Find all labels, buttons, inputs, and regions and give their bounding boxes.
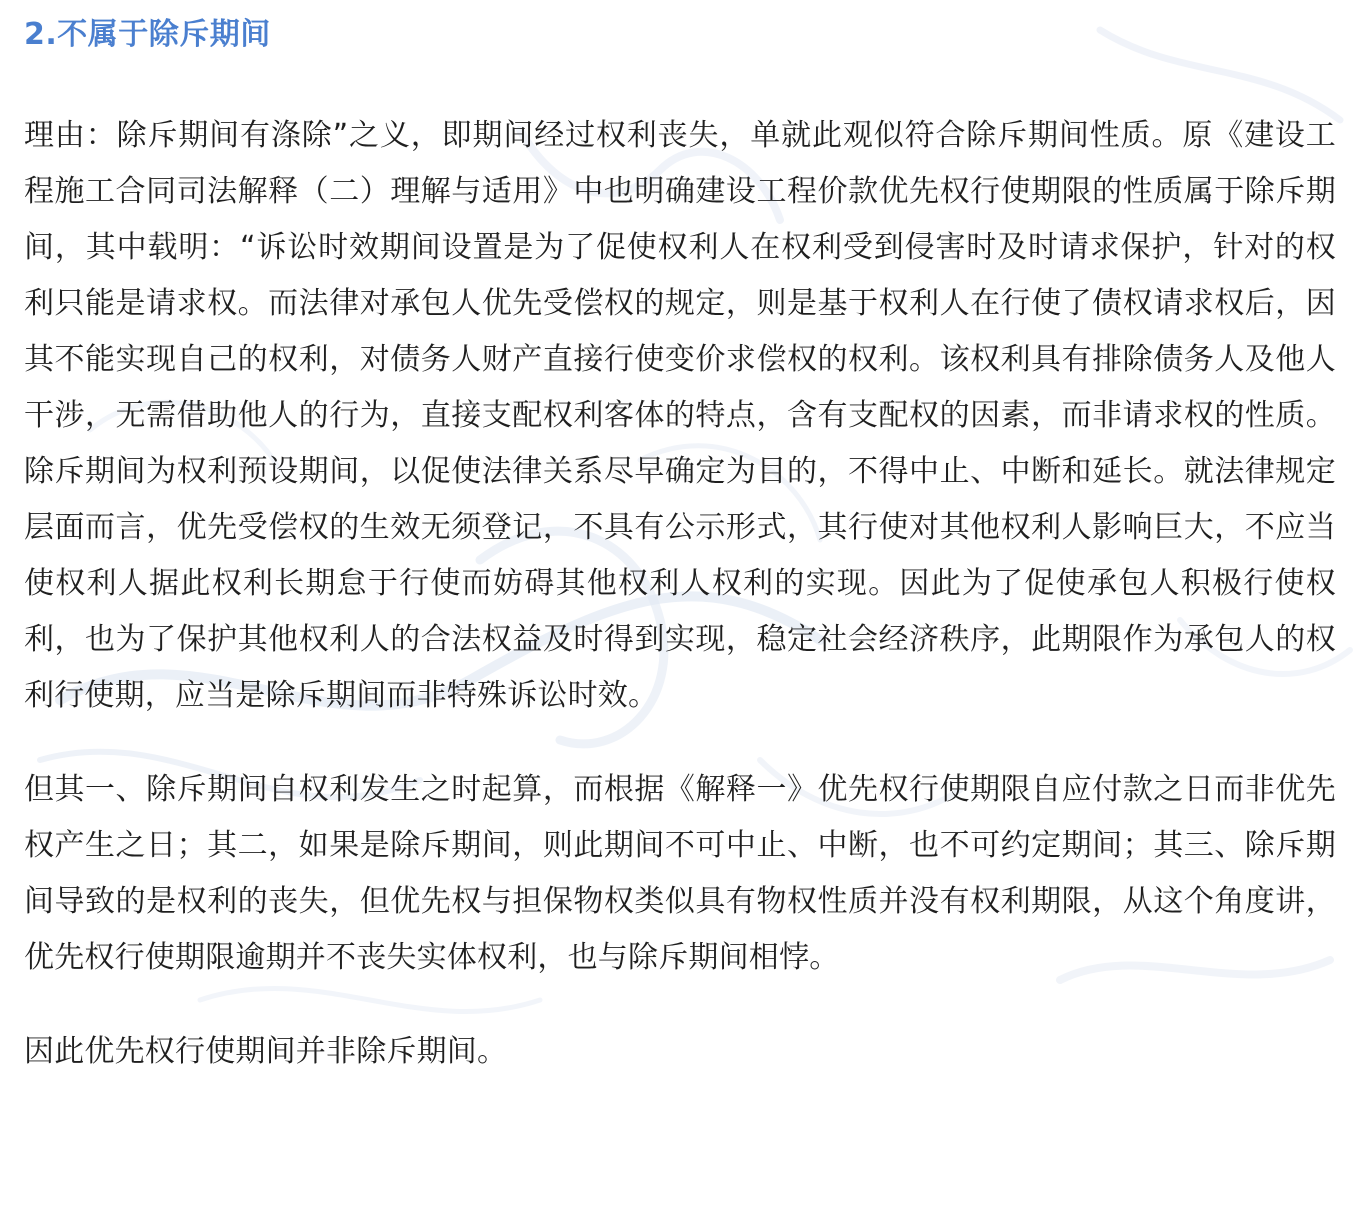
paragraph-counterargument: 但其一、除斥期间自权利发生之时起算，而根据《解释一》优先权行使期限自应付款之日而非优先权产生之日；其二，如果是除斥期间，则此期间不可中止、中断，也不可约定期间；其三、除斥期间导致的是权利的丧失，但优先权与担保物权类似具有物权性质并没有权利期限，从这个角度讲，优先权行使期限逾期并不丧失实体权利，也与除斥期间相悖。 [24,772,1336,975]
section-heading: 2.不属于除斥期间 [24,17,271,52]
paragraph-reasoning: 理由：除斥期间有涤除”之义，即期间经过权利丧失，单就此观似符合除斥期间性质。原《建设工程施工合同司法解释（二）理解与适用》中也明确建设工程价款优先权行使期限的性质属于除斥期间，其中载明：“诉讼时效期间设置是为了促使权利人在权利受到侵害时及时请求保护，针对的权利只能是请求权。而法律对承包人优先受偿权的规定，则是基于权利人在行使了债权请求权后，因其不能实现自己的权利，对债务人财产直接行使变价求偿权的权利。该权利具有排除债务人及他人干涉，无需借助他人的行为，直接支配权利客体的特点，含有支配权的因素，而非请求权的性质。除斥期间为权利预设期间，以促使法律关系尽早确定为目的，不得中止、中断和延长。就法律规定层面而言，优先受偿权的生效无须登记，不具有公示形式，其行使对其他权利人影响巨大，不应当使权利人据此权利长期怠于行使而妨碍其他权利人权利的实现。因此为了促使承包人积极行使权利，也为了保护其他权利人的合法权益及时得到实现，稳定社会经济秩序，此期限作为承包人的权利行使期，应当是除斥期间而非特殊诉讼时效。 [24,118,1336,713]
paragraph-conclusion: 因此优先权行使期间并非除斥期间。 [24,1034,508,1069]
